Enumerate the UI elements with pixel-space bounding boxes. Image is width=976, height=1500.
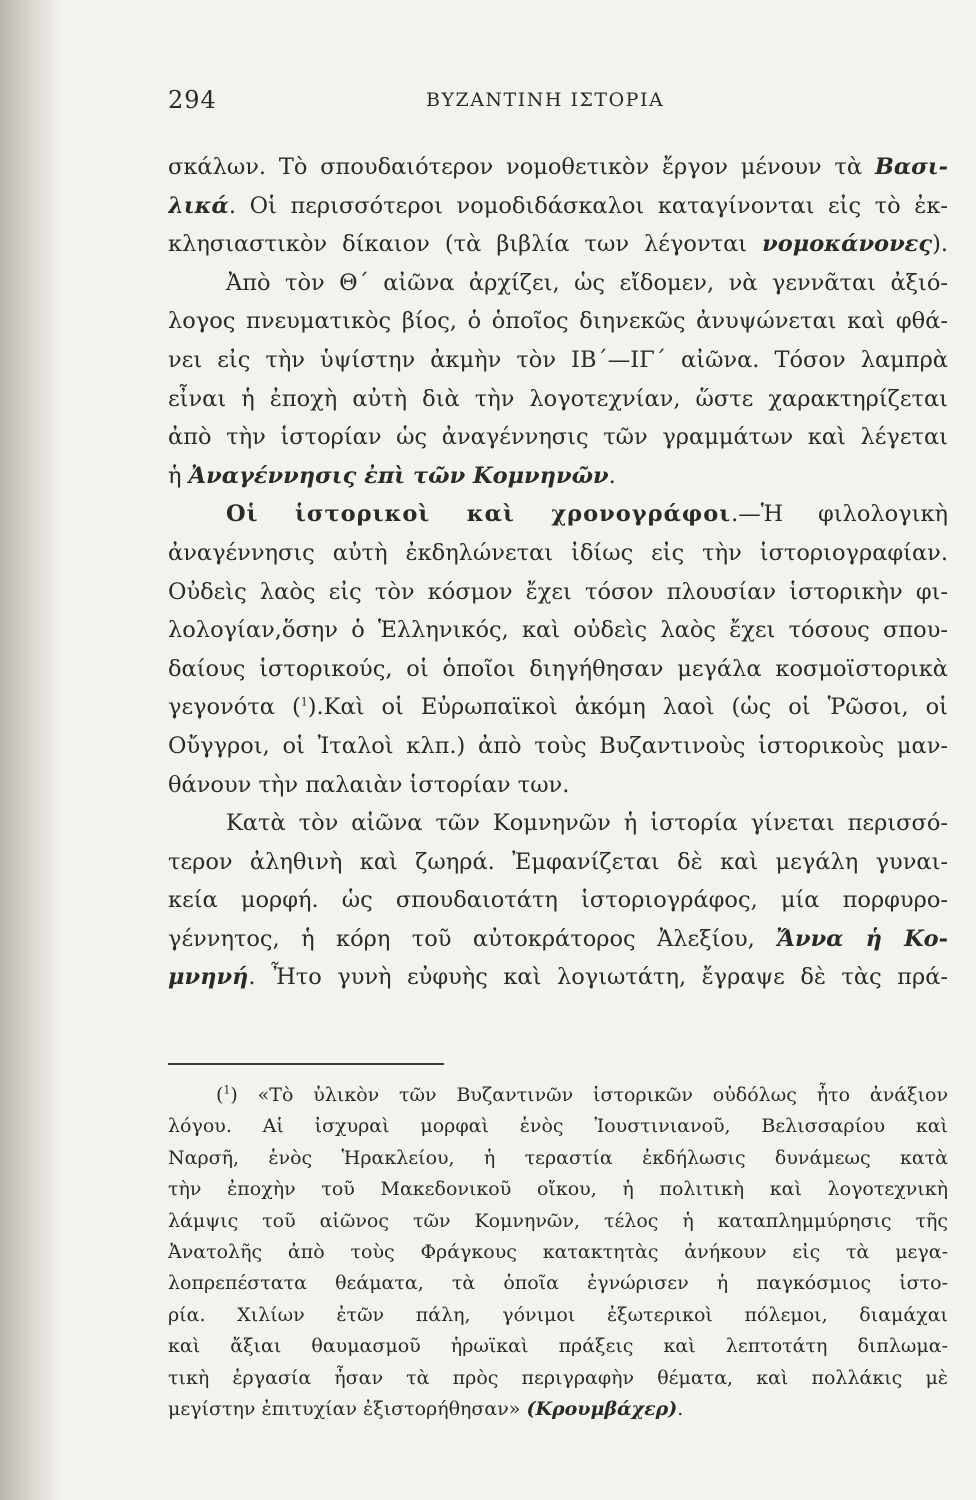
footnote-line [168,1080,948,1111]
text-line: λογος πνευματικὸς βίος, ὁ ὁποῖος διηνεκῶς ἀνυψώνεται καὶ φθά- [168,308,948,335]
text-line: νει εἰς τὴν ὑψίστην ἀκμὴν τὸν ΙΒ΄—ΙΓ΄ αἰῶνα. Τόσον λαμπρὰ [168,346,948,373]
footnote-marker: 1 [300,695,308,709]
footnote-line: τικὴ ἐργασία ἦσαν τὰ πρὸς περιγραφὴν θέματα, καὶ πολλάκις μὲ [168,1366,948,1389]
text-line: δαίους ἱστορικούς, οἱ ὁποῖοι διηγήθησαν μεγάλα κοσμοϊστορικὰ [168,655,948,682]
text-line: Οὐδεὶς λαὸς εἰς τὸν κόσμον ἔχει τόσον πλουσίαν ἱστορικὴν φι- [168,578,948,605]
text-line [168,920,948,959]
text-span: γεγονότα ( [168,694,301,721]
text-line: Κατὰ τὸν αἰῶνα τῶν Κομνηνῶν ἡ ἱστορία γίνεται περισσό- [226,810,948,837]
text-span: μεγίστην ἐπιτυχίαν ἐξιστορήθησαν» [168,1397,527,1420]
running-title: ΒΥΖΑΝΤΙΝΗ ΙΣΤΟΡΙΑ [426,89,665,111]
text-span: . Οἱ περισσότεροι νομοδιδάσκαλοι καταγίνονται εἰς τὸ ἐκ- [228,192,948,219]
footnote-line: λοπρεπέστατα θεάματα, τὰ ὁποῖα ἐγνώρισεν ἡ παγκόσμιος ἱστο- [168,1272,948,1295]
footnote-line: καὶ ἄξιαι θαυμασμοῦ ἡρωϊκαὶ πράξεις καὶ λεπτοτάτη διπλωμα- [168,1335,948,1358]
text-line: θάνουν τὴν παλαιὰν ἱστορίαν των. [168,771,570,798]
emphasis-text: μνηνή [168,964,249,991]
text-span: ).Καὶ οἱ Εὐρωπαϊκοὶ ἀκόμη λαοὶ (ὡς οἱ Ῥῶσοι, οἱ [307,694,948,721]
footnote-line: τὴν ἐποχὴν τοῦ Μακεδονικοῦ οἴκου, ἡ πολιτικὴ καὶ λογοτεχνικὴ [168,1178,948,1201]
main-text [168,148,948,997]
page-gutter-shadow [0,0,60,1500]
footnote-line: ρία. Χιλίων ἐτῶν πάλη, γόνιμοι ἐξωτερικοὶ πόλεμοι, διαμάχαι [168,1303,948,1326]
text-line [168,187,948,226]
text-line: Οὔγγροι, οἱ Ἰταλοὶ κλπ.) ἀπὸ τοὺς Βυζαντινοὺς ἱστορικοὺς μαν- [168,732,948,759]
footnote-line [168,1394,948,1425]
running-header [168,86,948,122]
text-span: κλησιαστικὸν δίκαιον (τὰ βιβλία των λέγονται [168,231,763,258]
text-line: ἀναγέννησις αὐτὴ ἐκδηλώνεται ἰδίως εἰς τὴν ἱστοριογραφίαν. [168,539,948,566]
section-heading: Οἱ ἱστορικοὶ καὶ χρονογράφοι [226,501,732,528]
footnote-block [168,1080,948,1425]
text-span: . Ἦτο γυνὴ εὐφυὴς καὶ λογιωτάτη, ἔγραψε δὲ τὰς πρά- [248,964,948,991]
emphasis-text: νομοκάνονες [762,231,933,258]
text-span: ἡ [168,462,189,489]
text-span: . [677,1397,684,1420]
text-line [168,688,948,727]
text-span: ). [932,231,948,258]
text-line: εἶναι ἡ ἐποχὴ αὐτὴ διὰ τὴν λογοτεχνίαν, ὥστε χαρακτηρίζεται [168,385,948,412]
text-line: λολογίαν,ὅσην ὁ Ἑλληνικός, καὶ οὐδεὶς λαὸς ἔχει τόσους σπου- [168,617,948,644]
text-span: ( [216,1084,224,1106]
text-line [168,148,948,187]
text-span: .—Ἡ φιλολογικὴ [731,501,948,528]
footnote-line: λάμψις τοῦ αἰῶνος τῶν Κομνηνῶν, τέλος ἡ καταπλημμύρησις τῆς [168,1209,948,1232]
section-heading-line [168,495,948,534]
text-span: σκάλων. Τὸ σπουδαιότερον νομοθετικὸν ἔργον μένουν τὰ [168,154,875,180]
text-line: τερον ἀληθινὴ καὶ ζωηρά. Ἐμφανίζεται δὲ καὶ μεγάλη γυναι- [168,848,948,875]
text-line: Ἀπὸ τὸν Θ΄ αἰῶνα ἀρχίζει, ὡς εἴδομεν, νὰ γεννᾶται ἀξιό- [226,269,948,296]
text-span: ) «Τὸ ὑλικὸν τῶν Βυζαντινῶν ἱστορικῶν οὐδόλως ἦτο ἀνάξιον [230,1084,948,1106]
page-number: 294 [168,86,217,114]
footnote-marker: 1 [223,1083,231,1097]
text-line: ἀπὸ τὴν ἱστορίαν ὡς ἀναγέννησις τῶν γραμμάτων καὶ λέγεται [168,424,948,451]
emphasis-text: λικά [168,192,229,219]
emphasis-text: Ἀναγέννησις ἐπὶ τῶν Κομνηνῶν [188,462,609,489]
text-span: γέννητος, ἡ κόρη τοῦ αὐτοκράτορος Ἀλεξίου, [168,925,777,952]
citation-author: (Κρουμβάχερ) [526,1397,678,1420]
footnote-line: λόγου. Αἱ ἰσχυραὶ μορφαὶ ἑνὸς Ἰουστινιανοῦ, Βελισσαρίου καὶ [168,1115,948,1138]
emphasis-text: Ἄννα ἡ Κο- [776,925,948,952]
text-span: . [608,462,616,489]
emphasis-text: Βασι- [874,154,948,180]
footnote-line: Ναρσῆ, ἑνὸς Ἡρακλείου, ἡ τεραστία ἐκδήλωσις δυνάμεως κατὰ [168,1146,948,1169]
text-line [168,457,948,496]
text-line [168,958,948,997]
text-line [168,225,948,264]
text-line: κεία μορφή. ὡς σπουδαιοτάτη ἱστοριογράφος, μία πορφυρο- [168,887,948,914]
footnote-line: Ἀνατολῆς ἀπὸ τοὺς Φράγκους κατακτητὰς ἀνήκουν εἰς τὰ μεγα- [168,1240,948,1263]
footnote-separator [168,1063,444,1065]
